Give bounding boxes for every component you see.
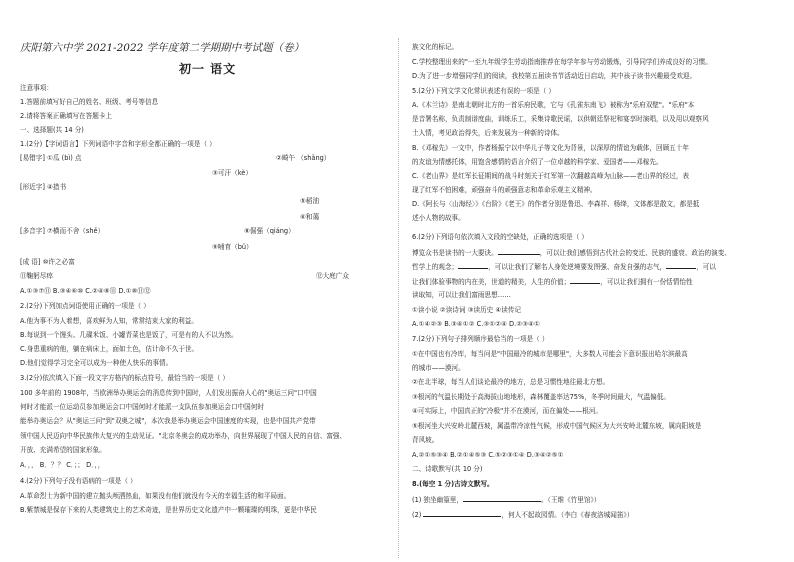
q6-text: 哲学上的观念； bbox=[412, 263, 459, 271]
q1-item: [形近字] ④措书 bbox=[20, 183, 67, 191]
q7-sentence: 背风坡。 bbox=[412, 436, 439, 444]
q8-item-2 bbox=[412, 510, 633, 519]
q8-text: (1) 独坐幽篁里， bbox=[412, 496, 463, 504]
q6-passage bbox=[412, 277, 693, 286]
q1-item: ⑥和蔼 bbox=[300, 213, 320, 221]
question-6-stem: 6.(2分)下列语句依次填入文段的空缺处，正确的选项是（ ） bbox=[412, 233, 588, 241]
q4-option-d: D.为了进一步增强同学们的阅读，我校第五届读书节活动近日启动，其中孩子读书兴趣最受欢迎。 bbox=[412, 72, 697, 80]
q6-text: ，可以让我们感悟到古代社会的变迁、民族的盛衰、政治的演变、 bbox=[539, 249, 731, 257]
question-5-stem: 5.(2分)下列文学文化常识表述有误的一项是（ ） bbox=[412, 87, 556, 95]
q6-text: ，可以让我们拥有一份恬情怡性 bbox=[600, 278, 693, 286]
notice-item: 1.答题前填写好自己的姓名、班级、考号等信息 bbox=[20, 98, 159, 106]
q3-passage: 100 多年前的 1908年，当欧洲举办奥运会的消息传到中国时，人们发出振奋人心的"奥运三问"口中国 bbox=[20, 389, 317, 397]
fill-blank bbox=[463, 495, 541, 502]
question-8-stem: 8.(每空 1 分)古诗文默写。 bbox=[412, 480, 494, 488]
question-4-stem: 4.(2分)下列句子没有语病的一项是（ ） bbox=[20, 477, 137, 485]
q6-passage bbox=[412, 262, 716, 271]
q8-text: (2) bbox=[412, 511, 422, 519]
q7-sentence: 的城市——漠河。 bbox=[412, 364, 465, 372]
q8-item-1 bbox=[412, 495, 600, 504]
fill-blank bbox=[570, 277, 600, 284]
q6-text: ，可以 bbox=[696, 263, 716, 271]
q7-sentence: ②在北半球，每当人们谈论最冷的地方，总是习惯性地往最北方想。 bbox=[412, 378, 610, 386]
q8-text: 。（王维《竹里馆》） bbox=[541, 496, 601, 504]
q7-sentence: ④可实际上，中国真正的"冷极"并不在漠河，而在偏处——根河。 bbox=[412, 407, 603, 415]
q5-option-c: 现了红军不怕困难，顽强奋斗的顽强意志和革命乐观主义精神。 bbox=[412, 186, 597, 194]
q3-passage: 开放、充满希望的国家形象。 bbox=[20, 446, 106, 454]
q5-option-a: 是音署名称，负责制谱度曲，训练乐工，采集诗歌民谣，以供朝廷祭祀和宴享时演唱，以及用以观察风 bbox=[412, 115, 709, 123]
q3-passage: 能举办奥运会？从"奥运三问"到"双奥之城"，本次我是举办奥运会中国速度的实现，也是中国共产党带 bbox=[20, 417, 316, 425]
q1-item: ⑤稻油 bbox=[300, 197, 320, 205]
section-header: 一、选择题(共 14 分) bbox=[20, 126, 84, 134]
q7-sentence: ①在中国也有冷库，每当问是"中国最冷的城市是哪里"，大多数人可能会下意识报出哈尔滨最高 bbox=[412, 350, 688, 358]
q7-sentence: ③根河的气温长期处于高海拔山地地形，森林覆盖率达75%，冬季时间最大，气温偏低。 bbox=[412, 393, 670, 401]
fill-blank bbox=[666, 262, 696, 269]
q2-option-a: A.他为事不为人着想，喜欢鲜为人知，常常结束大家的利益。 bbox=[20, 317, 198, 325]
q5-option-a: 土人情，考见政治得失，后来发展为一种新的诗体。 bbox=[412, 129, 564, 137]
q4-option-a: A.革命烈士为新中国的建立抛头颅洒热血，如果没有他们就没有今天的幸福生活的和平局面。 bbox=[20, 492, 291, 500]
q6-passage: 读取知，可以让我们富雨思想…… bbox=[412, 291, 511, 299]
q7-sentence: ⑤根河坐大兴安岭北麓西坡，属温带冷凉性气候，形成中国气候区为大兴安岭北麓东坡，属向阳坡是 bbox=[412, 422, 702, 430]
q4-option-c: C.学校整理出来的"一至九年级学生劳动指南推荐在每学年参与劳动锻炼，引导同学们养成良好的习惯。 bbox=[412, 58, 712, 66]
q4-option-b: B.紫禁城是保存下来的人类建筑史上的艺术奇迹，是世界历史文化遗产中一颗璀璨的明珠，更是中华民 bbox=[20, 506, 317, 514]
question-2-stem: 2.(2分)下列加点词语使用正确的一项是（ ） bbox=[20, 302, 150, 310]
q3-passage: 何时才能派一位运动员参加奥运会口中国何时才能派一支队伍参加奥运会口中国何时 bbox=[20, 403, 264, 411]
notice-header: 注意事项： bbox=[20, 84, 53, 92]
q5-option-d: D.《阿长与〈山海经〉》《台阶》《老王》的作者分别是鲁迅、李森祥、杨绛，文体都是散文，都是抵 bbox=[412, 200, 700, 208]
question-3-stem: 3.(2分)依次填入下面一段文字方格内的标点符号，最恰当的一项是（ ） bbox=[20, 374, 229, 382]
q5-option-b: 的友谊为情感托体，用饱含感情的语言介绍了一位卓越的科学家、爱国者——邓稼先。 bbox=[412, 158, 663, 166]
fill-blank bbox=[498, 248, 540, 255]
question-7-stem: 7.(2分)下列句子排列顺序最恰当的一项是（ ） bbox=[412, 335, 549, 343]
q1-item: ⑪鞠躬尽瘁 bbox=[20, 272, 53, 280]
q3-passage: 领中国人民迈向中华民族伟大复兴的生动见证。"北京冬奥会的成功举办，向世界展现了中国人民的自信、富强、 bbox=[20, 432, 347, 440]
q3-options: A．，， B．？？ C．；； D．，， bbox=[20, 461, 105, 469]
q1-item: ⑫大庭广众 bbox=[316, 272, 349, 280]
q2-option-d: D.他们觉得学习完全可以成为一种使人快乐的事情。 bbox=[20, 359, 173, 367]
q1-item: [易错字] ①瓜 ⁠(bì) 点 bbox=[20, 154, 82, 162]
q2-option-b: B.每说到一个馒头、几碟米饭、小罐青菜也是饭了，可是有的人不以为然。 bbox=[20, 331, 238, 339]
q5-option-a: A.《木兰诗》是南北朝时北方的一首乐府民歌，它与《孔雀东南飞》被称为"乐府双壁"。"乐府"本 bbox=[412, 101, 695, 109]
q1-options: A.①③⑦⑪ B.③④⑥⑩ C.②④⑧⑪ D.①⑧⑪⑫ bbox=[20, 287, 151, 295]
q5-option-b: B.《邓稼先》一文中，作者杨振宁以中华儿子等文化为背景，以深厚的情谊为载体，回顾五十年 bbox=[412, 144, 689, 152]
q2-option-c: C.身患重病的他，躺在病床上，面如土色，估计命不久于世。 bbox=[20, 345, 199, 353]
q5-option-d: 述小人物的故事。 bbox=[412, 214, 465, 222]
q6-text: 让我们体验事物的内在美，世道的精美，人生的价值； bbox=[412, 278, 571, 286]
subject-title: 初一 语文 bbox=[179, 62, 237, 76]
q5-option-c: C.《老山界》是红军长征期间的战斗时刻关于红军第一次翻越高峰为山脉——老山界的经过，表 bbox=[412, 172, 690, 180]
q6-text: 博览众书是读书的一大要诀。 bbox=[412, 249, 498, 257]
notice-item: 2.请将答案正确填写在答题卡上 bbox=[20, 112, 113, 120]
q1-item: [成 语] ⑩许之必富 bbox=[20, 258, 75, 266]
q1-item: ⑧倔强（qiáng） bbox=[244, 227, 295, 235]
q1-item: ③可汗（kè） bbox=[212, 169, 252, 177]
fill-blank bbox=[458, 262, 488, 269]
q1-item: ⑨哺育（bǔ） bbox=[212, 243, 253, 251]
q8-text: ，何人不起故园情。（李白《春夜洛城闻笛》） bbox=[501, 511, 634, 519]
q1-item: ②畸午 （shǎng） bbox=[276, 154, 331, 162]
exam-title: 庆阳第六中学 2021-2022 学年度第二学期期中考试题（卷） bbox=[20, 42, 305, 54]
q6-options: A.①④②③ B.③④①② C.③①②④ D.②③④① bbox=[412, 320, 540, 328]
q4-continued: 族文化的标记。 bbox=[412, 43, 459, 51]
question-1-stem: 1.(2分)【字词语言】下列词语中字音和字形全都正确的一项是（ ） bbox=[20, 140, 216, 148]
section-header: 二、诗歌默写(共 10 分) bbox=[412, 465, 483, 473]
q1-item: [多音字] ⑦横而不舍（shě） bbox=[20, 227, 105, 235]
column-divider bbox=[398, 38, 399, 558]
q7-options: A.②①⑤③④ B.②①④⑤③ C.⑤②③①④ D.③④②⑤① bbox=[412, 451, 564, 459]
q6-text: ，可以让我们了解名人身处逆境要发图强、奋发自强的志气， bbox=[488, 263, 667, 271]
fill-blank bbox=[423, 510, 501, 517]
q6-items: ①读小说 ②读诗词 ③读历史 ④读传记 bbox=[412, 306, 522, 314]
q6-passage bbox=[412, 248, 731, 257]
